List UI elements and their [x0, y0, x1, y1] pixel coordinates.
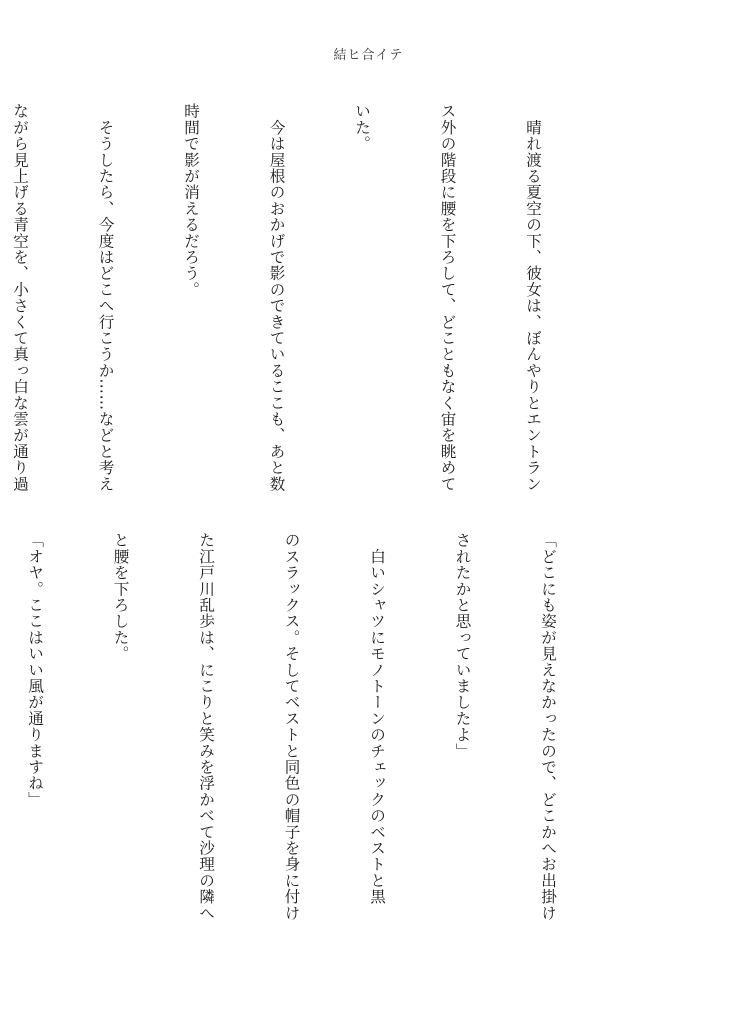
text-line: 今は屋根のおかげで影のできているここも、あと数 — [267, 103, 286, 492]
text-line: のスラックス。そしてベストと同色の帽子を身に付け — [282, 532, 301, 921]
page-title: 結ヒ合イテ — [333, 48, 404, 63]
upper-text-block — [11, 103, 604, 521]
text-line: 時間で影が消えるだろう。 — [182, 103, 200, 298]
text-line: 「どこにも姿が見えなかったので、どこかへお出掛け — [539, 532, 557, 921]
text-line: されたかと思っていましたよ」 — [453, 532, 472, 759]
text-line: 「オヤ。ここはいい風が通りますね」 — [26, 532, 44, 808]
text-line: ス外の階段に腰を下ろして、どこともなく宙を眺めて — [438, 103, 457, 492]
text-line: ながら見上げる青空を、小さくて真っ白な雲が通り過 — [11, 103, 29, 492]
text-line: 白いシャツにモノトーンのチェックのベストと黒 — [368, 532, 386, 905]
text-line: そうしたら、今度はどこへ行こうか……などと考え — [96, 103, 115, 492]
text-line: た江戸川乱歩は、にこりと笑みを浮かべて沙理の隣へ — [197, 532, 215, 921]
text-line: 晴れ渡る夏空の下、彼女は、ぼんやりとエントラン — [524, 103, 542, 492]
text-line: と腰を下ろした。 — [111, 532, 130, 662]
text-line: いた。 — [353, 103, 371, 152]
lower-text-block — [26, 532, 619, 952]
